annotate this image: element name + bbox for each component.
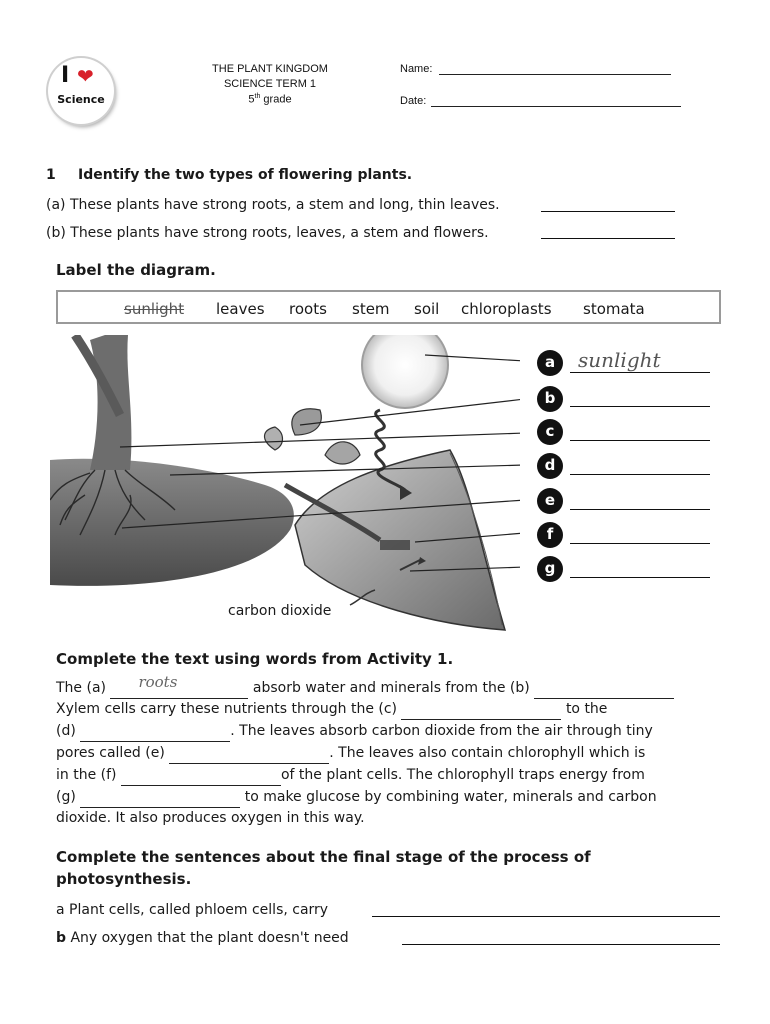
logo-text: Science bbox=[57, 93, 105, 106]
text-line-6 bbox=[56, 786, 736, 808]
label-e-badge: e bbox=[537, 488, 563, 514]
i-love-science-logo bbox=[48, 58, 114, 124]
sentence-b bbox=[56, 930, 349, 946]
sentences-heading-2: photosynthesis. bbox=[56, 870, 192, 888]
word-leaves: leaves bbox=[216, 300, 265, 318]
blank-g[interactable] bbox=[80, 786, 240, 808]
label-f-badge: f bbox=[537, 522, 563, 548]
grade-word: grade bbox=[260, 93, 292, 106]
text-l2-a: Xylem cells carry these nutrients through the (c) bbox=[56, 701, 398, 717]
sentence-b-answer-line[interactable] bbox=[402, 944, 720, 945]
blank-a[interactable] bbox=[110, 673, 248, 699]
text-l2-b: to the bbox=[565, 701, 608, 717]
text-line-5 bbox=[56, 764, 736, 786]
label-a-badge: a bbox=[537, 350, 563, 376]
grade-number: 5 bbox=[248, 93, 255, 106]
word-stomata: stomata bbox=[583, 300, 645, 318]
label-g-answer-line[interactable] bbox=[570, 577, 710, 578]
label-b-badge: b bbox=[537, 386, 563, 412]
small-leaf-2 bbox=[325, 442, 360, 464]
sentence-a-answer-line[interactable] bbox=[372, 916, 720, 917]
word-chloroplasts: chloroplasts bbox=[461, 300, 552, 318]
answer-line-1a[interactable] bbox=[541, 211, 675, 212]
word-soil: soil bbox=[414, 300, 440, 318]
title-line-2: SCIENCE TERM 1 bbox=[223, 78, 317, 90]
sentence-a-text: Plant cells, called phloem cells, carry bbox=[64, 902, 329, 918]
text-line-3 bbox=[56, 720, 736, 742]
text-l6-b: to make glucose by combining water, minerals and carbon bbox=[244, 789, 657, 805]
plant-diagram bbox=[50, 335, 520, 635]
name-label: Name: bbox=[400, 63, 433, 75]
name-row bbox=[400, 63, 671, 75]
label-a-answer: sunlight bbox=[578, 348, 661, 372]
grade-superscript: th bbox=[254, 93, 261, 100]
question-1-title: Identify the two types of flowering plants. bbox=[78, 167, 413, 183]
label-g-badge: g bbox=[537, 556, 563, 582]
date-field[interactable] bbox=[431, 106, 681, 107]
answer-line-1b[interactable] bbox=[541, 238, 675, 239]
small-leaf-1 bbox=[292, 409, 321, 435]
diagram-heading: Label the diagram. bbox=[56, 261, 216, 279]
sentence-a bbox=[56, 902, 328, 918]
label-d-badge: d bbox=[537, 453, 563, 479]
blank-a-answer: roots bbox=[138, 673, 178, 691]
sentences-heading-1: Complete the sentences about the final stage of the process of bbox=[56, 848, 591, 866]
heart-icon: ❤ bbox=[77, 64, 94, 88]
text-line-7: dioxide. It also produces oxygen in this way. bbox=[56, 810, 365, 826]
complete-text-heading: Complete the text using words from Activity 1. bbox=[56, 650, 454, 668]
text-line-2 bbox=[56, 698, 736, 720]
small-leaf-3 bbox=[264, 427, 282, 450]
date-label: Date: bbox=[400, 95, 427, 107]
chloroplast-patch bbox=[380, 540, 410, 550]
text-l1-a: The (a) bbox=[56, 680, 106, 696]
text-l4-b: . The leaves also contain chlorophyll which is bbox=[329, 745, 646, 761]
label-f-answer-line[interactable] bbox=[570, 543, 710, 544]
text-l5-b: of the plant cells. The chlorophyll traps energy from bbox=[280, 767, 645, 783]
label-b-answer-line[interactable] bbox=[570, 406, 710, 407]
label-e-answer-line[interactable] bbox=[570, 509, 710, 510]
label-d-answer-line[interactable] bbox=[570, 474, 710, 475]
title-line-1: THE PLANT KINGDOM bbox=[212, 63, 328, 75]
sun-shape bbox=[362, 335, 448, 408]
sentence-a-letter: a bbox=[56, 902, 65, 918]
blank-e[interactable] bbox=[169, 742, 329, 764]
word-roots: roots bbox=[289, 300, 327, 318]
word-stem: stem bbox=[352, 300, 390, 318]
label-c-answer-line[interactable] bbox=[570, 440, 710, 441]
text-l1-b: absorb water and minerals from the (b) bbox=[252, 680, 530, 696]
text-line-4 bbox=[56, 742, 736, 764]
blank-c[interactable] bbox=[401, 698, 561, 720]
text-line-1 bbox=[56, 673, 736, 699]
label-a-answer-line[interactable] bbox=[570, 372, 710, 373]
question-1-number: 1 bbox=[46, 167, 56, 183]
word-bank bbox=[56, 290, 721, 324]
word-sunlight: sunlight bbox=[124, 300, 185, 318]
carbon-dioxide-caption: carbon dioxide bbox=[228, 603, 332, 619]
logo-i: I bbox=[61, 63, 70, 88]
name-field[interactable] bbox=[439, 74, 671, 75]
grade-line bbox=[190, 93, 350, 106]
sentence-b-text: Any oxygen that the plant doesn't need bbox=[66, 930, 349, 946]
text-l3-a: (d) bbox=[56, 723, 76, 739]
blank-b[interactable] bbox=[534, 677, 674, 699]
text-l4-a: pores called (e) bbox=[56, 745, 165, 761]
question-1a: (a) These plants have strong roots, a stem and long, thin leaves. bbox=[46, 197, 500, 213]
blank-d[interactable] bbox=[80, 720, 230, 742]
blank-f[interactable] bbox=[121, 764, 281, 786]
question-1b: (b) These plants have strong roots, leaves, a stem and flowers. bbox=[46, 225, 489, 241]
text-l6-a: (g) bbox=[56, 789, 76, 805]
label-c-badge: c bbox=[537, 419, 563, 445]
text-l5-a: in the (f) bbox=[56, 767, 117, 783]
sentence-b-letter: b bbox=[56, 930, 67, 946]
date-row bbox=[400, 95, 681, 107]
text-l3-b: . The leaves absorb carbon dioxide from the air through tiny bbox=[230, 723, 653, 739]
